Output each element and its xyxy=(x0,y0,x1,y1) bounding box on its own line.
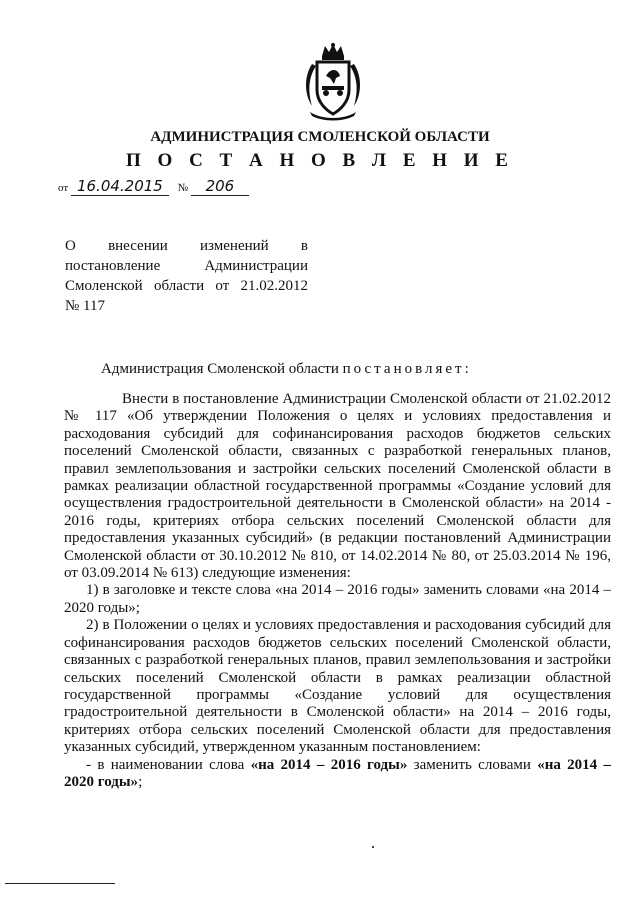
document-type-title: П О С Т А Н О В Л Е Н И Е xyxy=(126,150,514,171)
body-paragraph: 1) в заголовке и тексте слова «на 2014 – 2016 годы» заменить словами «на 2014 – 2020 годы»; xyxy=(64,582,611,616)
text-run: заменить словами xyxy=(413,756,531,773)
number-prefix: № xyxy=(177,182,189,194)
document-body xyxy=(64,391,611,791)
date-number-line xyxy=(58,177,249,196)
body-paragraph: 2) в Положении о целях и условиях предоставления и расходования субсидий для софинансирования расходов бюджетов сельских поселений Смоленской области, связанных с разработкой генеральных планов, правил землепользования и застройки сельских поселений Смоленской области в рамках реализации областной государственной программы «Создание условий для осуществления градостроительной деятельности в Смоленской области» на 2014 – 2016 годы, критериях отбора сельских поселений Смоленской области для предоставления указанных субсидий, утвержденном указанным постановлением: xyxy=(64,617,611,756)
document-number: 206 xyxy=(191,177,249,196)
scan-speck xyxy=(372,846,374,848)
body-paragraph: Внести в постановление Администрации Смоленской области от 21.02.2012 № 117 «Об утверждении Положения о целях и условиях предоставления и расходования субсидий для софинансирования расходов бюджетов сельских поселений Смоленской области, связанных с разработкой генеральных планов, правил землепользования и застройки сельских поселений Смоленской области в рамках реализации областной государственной программы «Создание условий для осуществления градостроительной деятельности в Смоленской области» на 2014 - 2016 годы, критериях отбора сельских поселений Смоленской области для предоставления указанных субсидий» (в редакции постановлений Администрации Смоленской области от 30.10.2012 № 810, от 14.02.2014 № 80, от 25.03.2014 № 196, от 03.09.2014 № 613) следующие изменения: xyxy=(64,391,611,582)
bold-phrase: «на 2014 – 2016 годы» xyxy=(250,756,408,773)
subject-line: № 117 xyxy=(65,298,106,314)
subject-line: О внесении изменений в xyxy=(65,238,308,254)
text-run: ; xyxy=(138,773,143,790)
subject-line: Смоленской области от 21.02.2012 xyxy=(65,278,308,294)
subject-line: постановление Администрации xyxy=(65,258,308,274)
coat-of-arms-emblem xyxy=(298,42,368,122)
decree-verb: постановляет: xyxy=(342,361,472,377)
date-prefix: от xyxy=(58,182,69,194)
body-paragraph xyxy=(64,757,611,792)
decree-line xyxy=(101,361,472,378)
text-run: - в наименовании слова xyxy=(86,756,245,773)
document-date: 16.04.2015 xyxy=(71,177,169,196)
footnote-separator xyxy=(5,883,115,884)
bold-phrase: «на 2014 – 2020 годы» xyxy=(64,756,612,790)
decree-lead: Администрация Смоленской области xyxy=(101,361,339,377)
document-subject xyxy=(65,236,308,316)
organization-title: АДМИНИСТРАЦИЯ СМОЛЕНСКОЙ ОБЛАСТИ xyxy=(150,129,490,145)
